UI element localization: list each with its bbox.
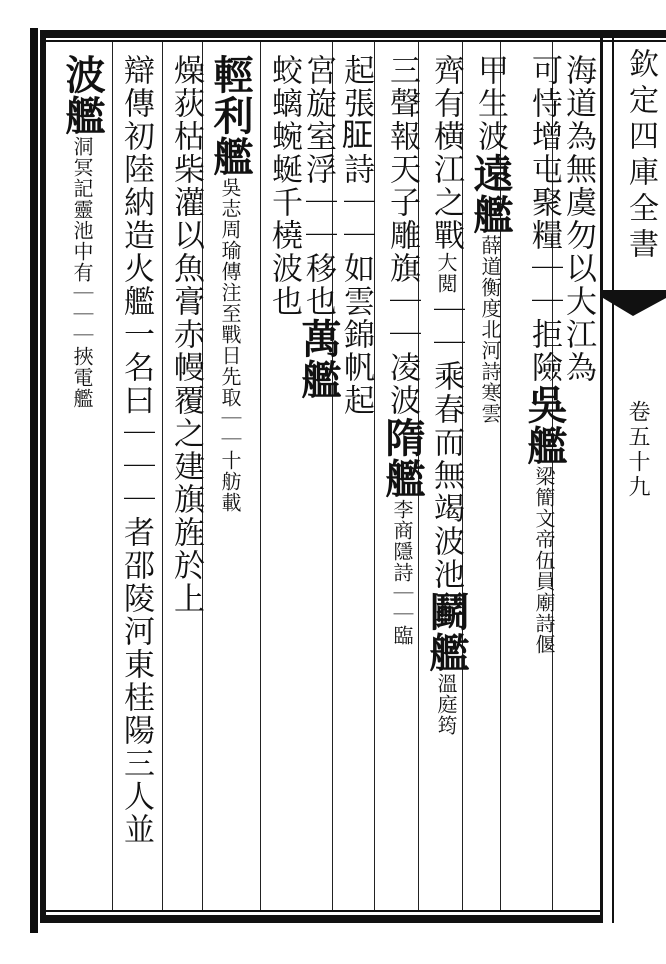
column-segment: 辯傳初陸納造火艦一名曰｜｜｜者邵陵河東桂陽三人並 (118, 54, 154, 846)
column-segment: 海道為無虞勿以大江為 (560, 54, 596, 384)
frame-top-border (40, 30, 666, 38)
column-annotation: 洞冥記靈池中有｜｜｜挾電艦 (70, 136, 94, 409)
column-segment: 宮旋室浮｜｜移也 (300, 54, 336, 318)
column-rule (374, 42, 375, 910)
page-binding-edge (30, 28, 38, 933)
column-annotation: 梁簡文帝伍員廟詩偃 (532, 466, 556, 655)
entry-heading: 輕利艦 (207, 54, 254, 177)
column-annotation: 溫庭筠 (434, 673, 458, 736)
banxin-volume-number: 卷五十九 (625, 400, 650, 500)
column-segment: 甲生波 (472, 54, 508, 153)
banxin-divider-inner (612, 38, 614, 923)
column-segment: ｜｜乘春而無竭波池 (428, 294, 464, 591)
column-rule (260, 42, 261, 910)
text-column (521, 54, 568, 655)
text-column (295, 54, 342, 400)
text-column (338, 54, 374, 417)
entry-heading: 隋艦 (379, 417, 426, 499)
entry-heading: 波艦 (59, 54, 106, 136)
column-segment: 三聲報天子雕旗｜｜凌波 (384, 54, 420, 417)
entry-heading: 遠艦 (467, 153, 514, 235)
column-segment: 燥荻枯柴灌以魚膏赤幔覆之建旗旌於上 (168, 54, 204, 615)
text-column (379, 54, 426, 646)
text-column (168, 54, 204, 615)
column-annotation: 薛道衡度北河詩寒雲 (478, 235, 502, 424)
entry-heading: 鬬艦 (423, 591, 470, 673)
frame-top-inner-line (40, 40, 666, 42)
column-segment: 可恃增屯聚糧｜｜拒險 (526, 54, 562, 384)
frame-left-border (40, 30, 46, 920)
text-column (266, 54, 302, 318)
fishtail-mark-icon (603, 290, 666, 320)
column-rule (162, 42, 163, 910)
text-column (59, 54, 106, 409)
banxin-divider (600, 30, 603, 923)
column-annotation: 吳志周瑜傳注至戰日先取｜｜十舫載 (218, 177, 242, 513)
entry-heading: 萬艦 (295, 318, 342, 400)
column-annotation: 大閲 (434, 252, 458, 294)
column-annotation: 李商隱詩｜｜臨 (390, 499, 414, 646)
text-column (560, 54, 596, 384)
column-segment: 蛟螭蜿蜒千橈波也 (266, 54, 302, 318)
text-column (423, 54, 470, 736)
banxin-book-title: 欽定四庫全書 (623, 48, 658, 264)
text-column (118, 54, 154, 846)
column-rule (112, 42, 113, 910)
text-column (467, 54, 514, 424)
text-column (207, 54, 254, 513)
column-segment: 齊有横江之戰 (428, 54, 464, 252)
column-segment: 起張𦙫詩｜｜如雲錦帆起 (338, 54, 374, 417)
frame-bottom-inner-line (40, 910, 600, 912)
frame-bottom-border (40, 915, 600, 923)
entry-heading: 吳艦 (521, 384, 568, 466)
